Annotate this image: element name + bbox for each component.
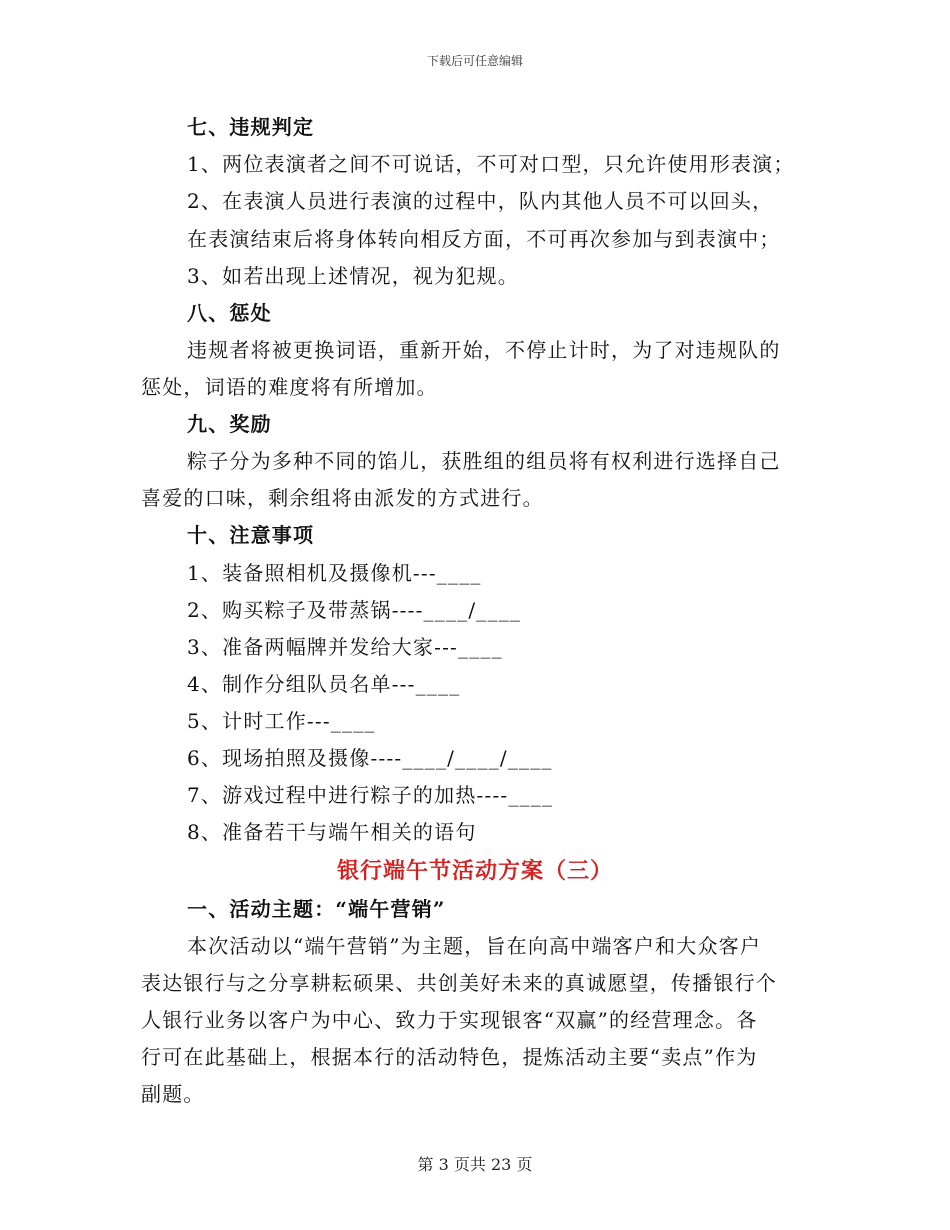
plan-3-paragraph-line-4: 行可在此基础上，根据本行的活动特色，提炼活动主要“卖点”作为 <box>141 1045 758 1069</box>
section-7-line-1: 1、两位表演者之间不可说话，不可对口型，只允许使用形表演； <box>187 152 795 176</box>
list-item: 4、制作分组队员名单---____ <box>187 672 461 696</box>
list-item: 3、准备两幅牌并发给大家---____ <box>187 635 503 659</box>
section-9-line-2: 喜爱的口味，剩余组将由派发的方式进行。 <box>141 486 544 510</box>
list-item: 1、装备照相机及摄像机---____ <box>187 561 482 585</box>
section-9-line-1: 粽子分为多种不同的馅儿，获胜组的组员将有权利进行选择自己 <box>187 449 781 473</box>
list-item: 7、游戏过程中进行粽子的加热----____ <box>187 783 554 807</box>
section-7-line-4: 3、如若出现上述情况，视为犯规。 <box>187 264 519 288</box>
plan-3-paragraph-line-3: 人银行业务以客户为中心、致力于实现银客“双赢”的经营理念。各 <box>141 1008 758 1032</box>
list-item: 2、购买粽子及带蒸锅----____/____ <box>187 598 522 622</box>
section-8-line-2: 惩处，词语的难度将有所增加。 <box>141 375 438 399</box>
plan-3-title: 银行端午节活动方案（三） <box>336 858 613 884</box>
page-header: 下载后可任意编辑 <box>426 54 523 68</box>
plan-3-paragraph-line-2: 表达银行与之分享耕耘硕果、共创美好未来的真诚愿望，传播银行个 <box>141 971 777 995</box>
section-9-title: 九、奖励 <box>187 412 272 436</box>
section-7-line-3: 在表演结束后将身体转向相反方面，不可再次参加与到表演中； <box>187 227 781 251</box>
list-item: 5、计时工作---____ <box>187 709 376 733</box>
section-8-line-1: 违规者将被更换词语，重新开始，不停止计时，为了对违规队的 <box>187 338 781 362</box>
section-7-line-2: 2、在表演人员进行表演的过程中，队内其他人员不可以回头， <box>187 189 774 213</box>
plan-3-heading-1: 一、活动主题：“端午营销” <box>187 897 446 921</box>
list-item: 6、现场拍照及摄像----____/____/____ <box>187 746 553 770</box>
section-10-title: 十、注意事项 <box>187 523 315 547</box>
page-footer: 第 3 页共 23 页 <box>417 1155 533 1174</box>
section-8-title: 八、惩处 <box>187 301 272 325</box>
section-7-title: 七、违规判定 <box>187 115 315 139</box>
plan-3-paragraph-line-1: 本次活动以“端午营销”为主题，旨在向高中端客户和大众客户 <box>187 934 762 958</box>
plan-3-paragraph-line-5: 副题。 <box>141 1082 205 1106</box>
list-item: 8、准备若干与端午相关的语句 <box>187 820 477 844</box>
